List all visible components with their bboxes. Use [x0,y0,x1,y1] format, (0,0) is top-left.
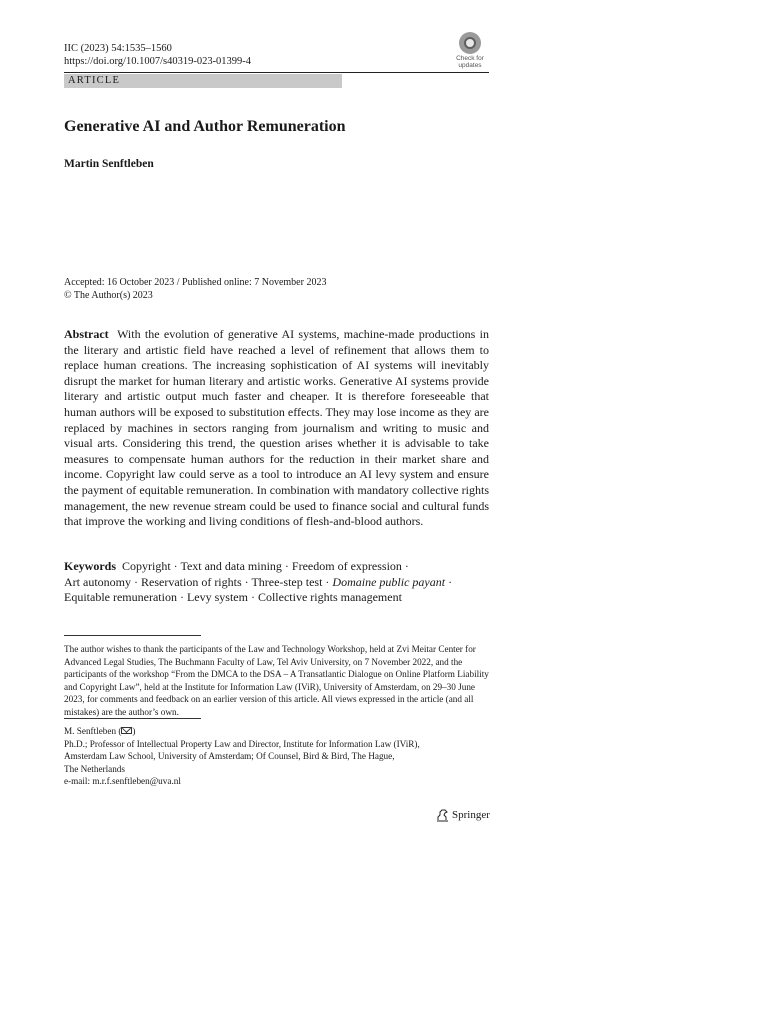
affiliation-line: Ph.D.; Professor of Intellectual Property Law and Director, Institute for Information Law (IViR), [64,738,420,749]
affiliation-name-line: M. Senftleben ( ) [64,726,136,736]
publication-dates: Accepted: 16 October 2023 / Published online: 7 November 2023 [64,277,327,288]
abstract [64,327,489,530]
keyword-item: Art autonomy [64,574,131,589]
affiliation-line: The Netherlands [64,763,125,774]
keywords-label: Keywords [64,559,116,573]
publisher-logo [436,808,490,822]
abstract-text: With the evolution of generative AI systems, machine-made productions in the literary and artistic field have reached a level of refinement that allows them to replace human creations. The increasing sophistication of AI systems will inevitably disrupt the market for human literary and artistic works. Generative AI systems provide literary and artistic output much faster and cheaper. It is therefore foreseeable that human authors will be exposed to substitution effects. They may lose income as they are replaced by machines in sectors ranging from journalism and writing to music and visual arts. Considering this trend, the question arises whether it is advisable to take measures to compensate human authors for the reduction in their market share and income. Copyright law could serve as a tool to introduce an AI levy system and ensure the payment of equitable remuneration. In combination with mandatory collective rights management, the new revenue stream could be used to finance social and cultural funds that improve the working and living conditions of flesh-and-blood authors. [64,327,489,529]
keyword-item: Freedom of expression [291,559,402,573]
envelope-icon [121,727,132,734]
footnote-divider [64,635,201,636]
keywords: Keywords Copyright · Text and data mining · Freedom of expression · Art autonomy · Reservation of rights · Three-step test · Domaine public payant · Equitable remuneration · Levy system · Collective rights management [64,559,453,605]
keyword-item: Three-step test [251,574,323,589]
check-for-updates-badge[interactable] [452,32,488,70]
copyright-notice: © The Author(s) 2023 [64,290,153,301]
doi-link[interactable]: https://doi.org/10.1007/s40319-023-01399-4 [64,56,252,67]
affiliation-name: M. Senftleben [64,726,117,736]
check-updates-label: Check for updates [456,55,484,69]
keyword-item: Levy system [186,590,248,605]
springer-horse-icon [436,809,449,822]
affiliation-line: Amsterdam Law School, University of Amsterdam; Of Counsel, Bird & Bird, The Hague, [64,751,395,761]
keyword-item: Collective rights management [257,590,402,605]
abstract-label: Abstract [64,327,109,341]
check-updates-icon [459,32,481,54]
author-email[interactable]: e-mail: m.r.f.senftleben@uva.nl [64,776,181,786]
author-name: Martin Senftleben [64,158,154,170]
keyword-item: Domaine public payant [332,574,446,589]
keyword-item: Equitable remuneration [64,590,177,605]
header-divider [64,72,489,73]
author-affiliation [64,725,489,788]
keyword-item: Reservation of rights [141,574,242,589]
journal-reference: IIC (2023) 54:1535–1560 [64,43,172,54]
keyword-item: Copyright [122,559,171,573]
publisher-name: Springer [452,809,490,821]
affiliation-divider [64,718,201,719]
keyword-item: Text and data mining [180,559,282,573]
section-label: ARTICLE [68,75,121,86]
paper-title: Generative AI and Author Remuneration [64,118,346,135]
acknowledgement-footnote: The author wishes to thank the participants of the Law and Technology Workshop, held at Zvi Meitar Center for Advanced Legal Studies, The Buchmann Faculty of Law, Tel Aviv University, on 7 November 2022, and the participants of the workshop “From the DMCA to the DSA – A Transatlantic Dialogue on Online Platform Liability and Copyright Law”, held at the Institute for Information Law (IViR), University of Amsterdam, on 29–30 June 2023, for comments and feedback on an earlier version of this article. All views expressed in the article (and all mistakes) are the author’s own. [64,644,489,717]
